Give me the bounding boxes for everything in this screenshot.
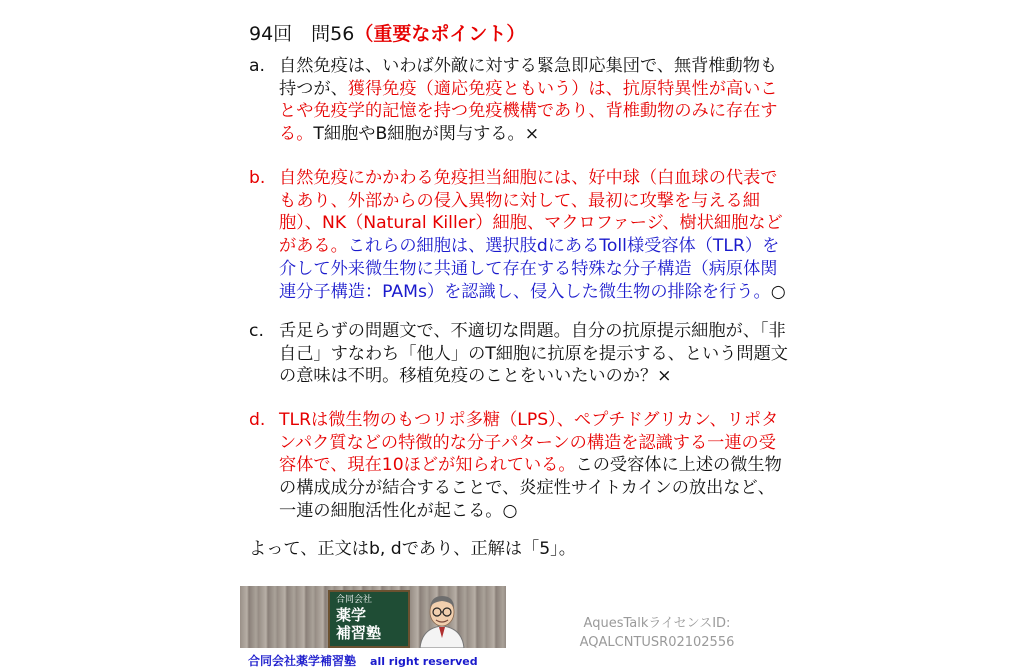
item-label: a. xyxy=(249,56,265,76)
chalkboard-logo xyxy=(328,590,410,648)
license-info xyxy=(552,614,762,652)
slide-title xyxy=(249,22,525,46)
item-segment: TLRは微生物のもつリポ多糖（LPS）、ペプチドグリカン、リポタンパク質などの特徴的な分子パターンの構造を認識する一連の受容体で、現在10ほどが知られている。 xyxy=(279,410,779,476)
footer-copyright xyxy=(248,654,478,669)
item-segment: 自然免疫は、いわば外敵に対する緊急即応集団で、無背椎動物も持つが、 xyxy=(279,56,778,99)
answer-item-d xyxy=(249,409,789,523)
item-body xyxy=(279,320,789,388)
banner-name xyxy=(336,606,381,642)
conclusion-text: よって、正文はb, dであり、正解は「5」。 xyxy=(249,539,576,559)
item-segment: この受容体に上述の微生物の構成成分が結合することで、炎症性サイトカインの放出など、一連の細胞活性化が起こる。○ xyxy=(279,455,782,521)
banner-company-type: 合同会社 xyxy=(336,595,373,605)
item-segment: これらの細胞は、選択肢dにあるToll様受容体（TLR）を介して外来微生物に共通して存在する特殊な分子構造（病原体関連分子構造：PAMs）を認識し、侵入した微生物の排除を行う。 xyxy=(279,236,780,302)
answer-item-c xyxy=(249,320,789,388)
title-accent: （重要なポイント） xyxy=(354,23,526,45)
license-line2: AQALCNTUSR02102556 xyxy=(579,635,735,650)
answer-item-b xyxy=(249,167,789,303)
company-banner xyxy=(240,586,506,648)
item-label: b. xyxy=(249,168,266,188)
banner-name-line2: 補習塾 xyxy=(336,624,382,642)
item-body xyxy=(279,55,789,146)
item-segment: ○ xyxy=(770,281,786,302)
footer-rights: all right reserved xyxy=(370,655,478,668)
item-label: d. xyxy=(249,410,266,430)
teacher-illustration-icon xyxy=(412,588,472,648)
license-line1: AquesTalkライセンスID: xyxy=(583,616,731,631)
title-main: 94回 問56 xyxy=(249,23,355,45)
item-segment: T細胞やB細胞が関与する。× xyxy=(313,124,540,145)
footer-company: 合同会社薬学補習塾 xyxy=(248,654,357,668)
item-body xyxy=(279,409,789,523)
banner-name-line1: 薬学 xyxy=(336,606,367,624)
item-label: c. xyxy=(249,321,264,341)
answer-item-a xyxy=(249,55,789,146)
item-segment: 獲得免疫（適応免疫ともいう）は、抗原特異性が高いことや免疫学的記憶を持つ免疫機構であり、背椎動物のみに存在する。 xyxy=(279,78,778,145)
item-segment: 自然免疫にかかわる免疫担当細胞には、好中球（白血球の代表でもあり、外部からの侵入異物に対して、最初に攻撃を与える細胞）、NK（Natural Killer）細胞、マクロファージ、樹状細胞などがある。 xyxy=(279,168,783,257)
item-body xyxy=(279,167,789,303)
item-segment: 舌足らずの問題文で、不適切な問題。自分の抗原提示細胞が、「非自己」すなわち「他人」のT細胞に抗原を提示する、という問題文の意味は不明。移植免疫のことをいいたいのか？× xyxy=(279,321,788,387)
